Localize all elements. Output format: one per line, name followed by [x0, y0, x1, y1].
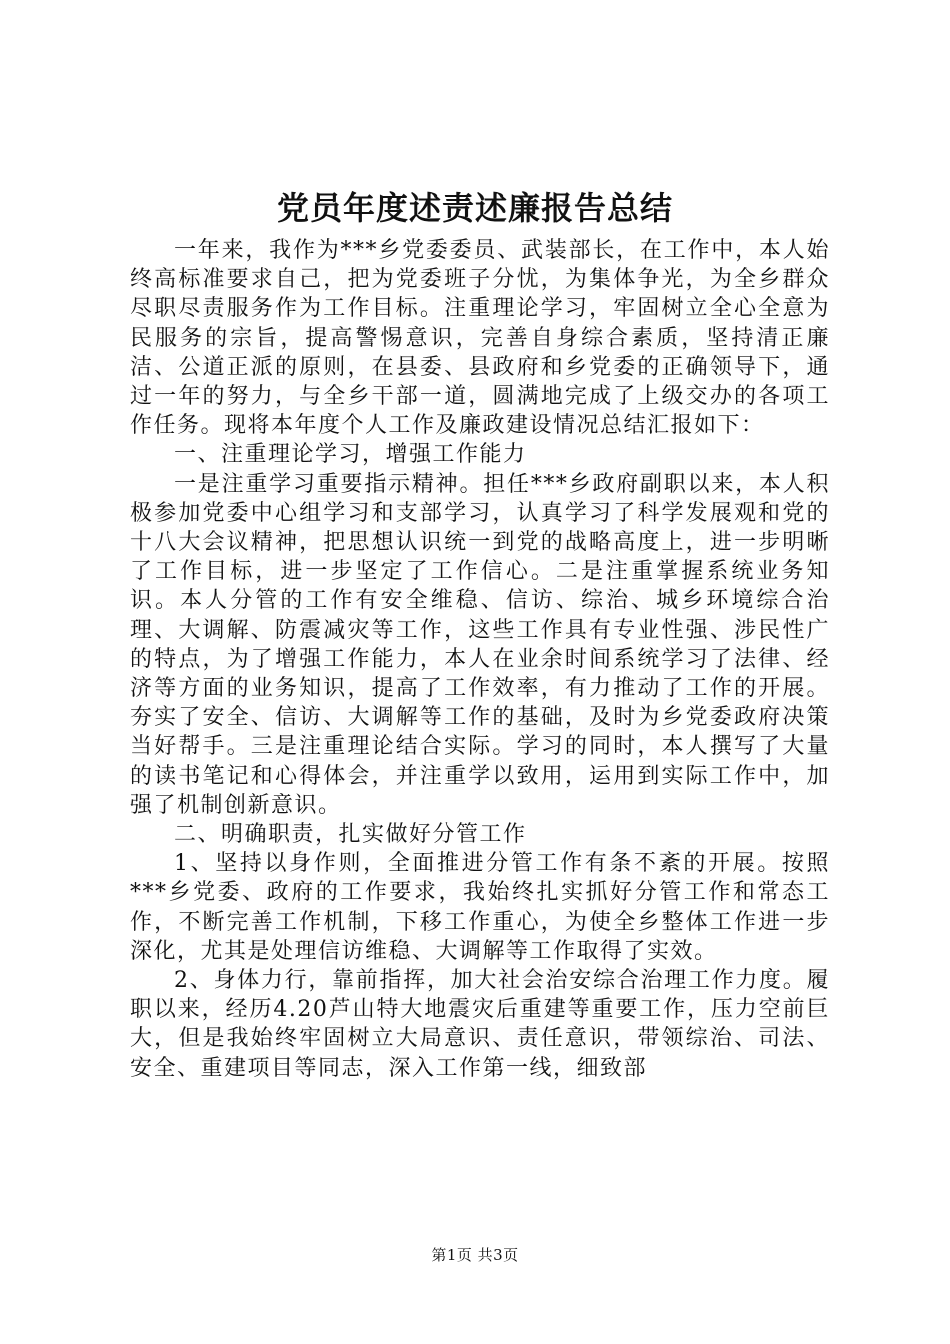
page-footer: 第1页 共3页 [431, 1246, 519, 1264]
section-heading-1: 一、注重理论学习，增强工作能力 [174, 442, 527, 468]
section-2-item-1: 1、坚持以身作则，全面推进分管工作有条不紊的开展。按照***乡党委、政府的工作要求，我始终扎实抓好分管工作和常态工作，不断完善工作机制，下移工作重心，为使全乡整体工作进一步深化，尤其是处理信访维稳、大调解等工作取得了实效。 [130, 851, 830, 964]
section-2-item-2: 2、身体力行，靠前指挥，加大社会治安综合治理工作力度。履职以来，经历4.20芦山特大地震灾后重建等重要工作，压力空前巨大，但是我始终牢固树立大局意识、责任意识，带领综治、司法、安全、重建项目等同志，深入工作第一线，细致部 [130, 968, 830, 1081]
document-body [130, 236, 830, 1083]
intro-paragraph: 一年来，我作为***乡党委委员、武装部长，在工作中，本人始终高标准要求自己，把为党委班子分忧，为集体争光，为全乡群众尽职尽责服务作为工作目标。注重理论学习，牢固树立全心全意为民服务的宗旨，提高警惕意识，完善自身综合素质，坚持清正廉洁、公道正派的原则，在县委、县政府和乡党委的正确领导下，通过一年的努力，与全乡干部一道，圆满地完成了上级交办的各项工作任务。现将本年度个人工作及廉政建设情况总结汇报如下： [130, 238, 830, 439]
section-heading-2: 二、明确职责，扎实做好分管工作 [174, 822, 527, 848]
section-1-paragraph: 一是注重学习重要指示精神。担任***乡政府副职以来，本人积极参加党委中心组学习和支部学习，认真学习了科学发展观和党的十八大会议精神，把思想认识统一到党的战略高度上，进一步明晰了工作目标，进一步坚定了工作信心。二是注重掌握系统业务知识。本人分管的工作有安全维稳、信访、综治、城乡环境综合治理、大调解、防震减灾等工作，这些工作具有专业性强、涉民性广的特点，为了增强工作能力，本人在业余时间系统学习了法律、经济等方面的业务知识，提高了工作效率，有力推动了工作的开展。夯实了安全、信访、大调解等工作的基础，及时为乡党委政府决策当好帮手。三是注重理论结合实际。学习的同时，本人撰写了大量的读书笔记和心得体会，并注重学以致用，运用到实际工作中，加强了机制创新意识。 [130, 471, 830, 818]
document-title: 党员年度述责述廉报告总结 [276, 189, 673, 227]
